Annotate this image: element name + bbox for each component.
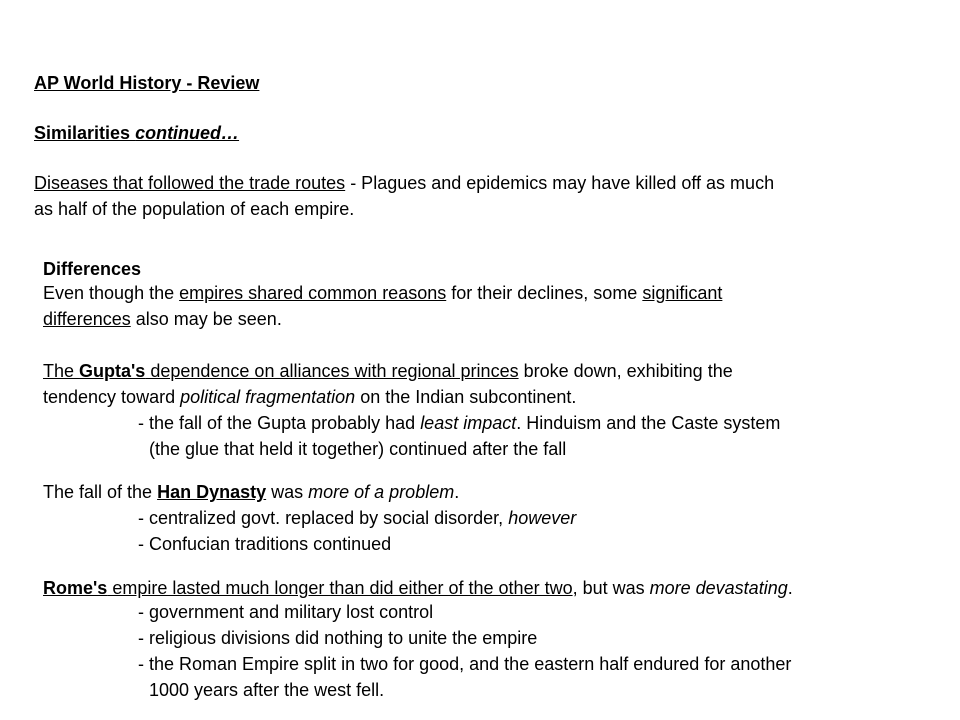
page-title: AP World History - Review [34,73,260,93]
rome-bullets: - government and military lost control - religious divisions did nothing to unite the empire - the Roman Empire split in two for good, and the eastern half endured for another 1000 years after the west fell. [138,602,792,700]
diseases-paragraph: Diseases that followed the trade routes - Plagues and epidemics may have killed off as much as half of the population of each empire. [34,173,775,219]
gupta-bullet: - the fall of the Gupta probably had least impact. Hinduism and the Caste system (the glue that held it together) continued after the fall [138,413,781,459]
rome-paragraph: Rome's empire lasted much longer than did either of the other two, but was more devastating. [43,578,793,598]
similarities-heading: Similarities continued… [34,123,240,143]
differences-heading: Differences [43,259,142,279]
han-bullets: - centralized govt. replaced by social disorder, however - Confucian traditions continued [138,508,577,554]
han-paragraph: The fall of the Han Dynasty was more of a problem. [43,482,460,502]
differences-paragraph: Even though the empires shared common reasons for their declines, some significant differences also may be seen. [43,283,723,329]
gupta-paragraph: The Gupta's dependence on alliances with regional princes broke down, exhibiting the tendency toward political fragmentation on the Indian subcontinent. [43,361,733,407]
